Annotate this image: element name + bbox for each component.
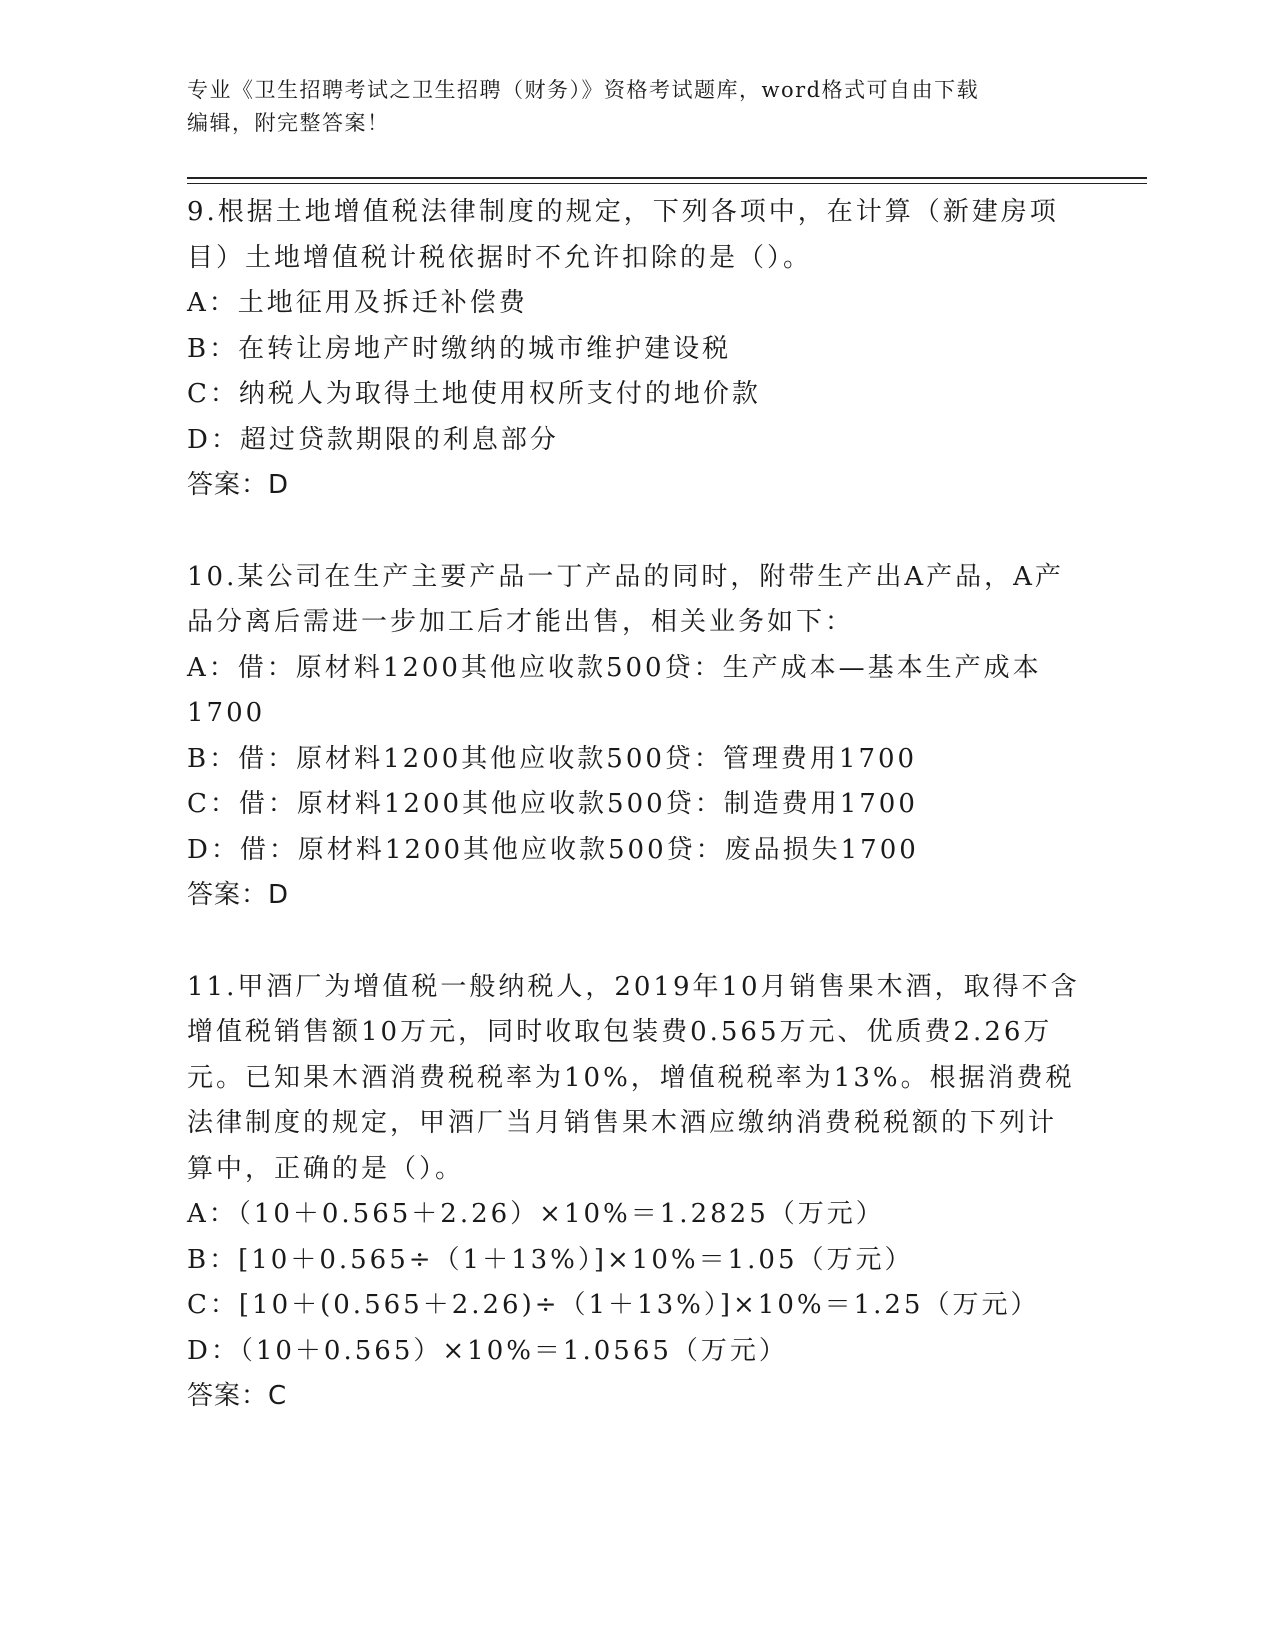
option-b: B：在转让房地产时缴纳的城市维护建设税 (187, 333, 732, 364)
option-d: D：超过贷款期限的利息部分 (187, 424, 559, 455)
stem-line: 元。已知果木酒消费税税率为10%，增值税税率为13%。根据消费税 (187, 1062, 1075, 1093)
option-b: B：[10＋0.565÷（1＋13%）]×10%＝1.05（万元） (187, 1244, 914, 1275)
question-stem (187, 555, 1087, 646)
stem-line: 品分离后需进一步加工后才能出售，相关业务如下： (187, 607, 855, 637)
answer: 答案：D (187, 880, 290, 910)
question-stem (187, 965, 1087, 1193)
option-a: A：（10＋0.565＋2.26）×10%＝1.2825（万元） (187, 1199, 885, 1229)
header-line-2: 编辑，附完整答案！ (187, 111, 390, 135)
header-divider-thin (187, 183, 1147, 184)
question-9 (187, 190, 1087, 509)
question-list (187, 190, 1087, 1420)
option-d: D：借：原材料1200其他应收款500贷：废品损失1700 (187, 834, 919, 865)
answer: 答案：D (187, 470, 290, 500)
answer: 答案：C (187, 1381, 288, 1411)
option-c: C：纳税人为取得土地使用权所支付的地价款 (187, 379, 761, 409)
stem-line: 目）土地增值税计税依据时不允许扣除的是（）。 (187, 242, 813, 273)
question-11 (187, 965, 1087, 1420)
stem-line: 增值税销售额10万元，同时收取包装费0.565万元、优质费2.26万 (187, 1017, 1053, 1047)
stem-line: 11.甲酒厂为增值税一般纳税人，2019年10月销售果木酒，取得不含 (187, 971, 1080, 1002)
option-b: B：借：原材料1200其他应收款500贷：管理费用1700 (187, 743, 918, 774)
option-d: D：（10＋0.565）×10%＝1.0565（万元） (187, 1335, 788, 1366)
stem-line: 算中，正确的是（）。 (187, 1153, 465, 1184)
stem-line: 法律制度的规定，甲酒厂当月销售果木酒应缴纳消费税税额的下列计 (187, 1108, 1058, 1138)
question-stem (187, 190, 1087, 281)
question-10 (187, 555, 1087, 919)
stem-line: 9.根据土地增值税法律制度的规定，下列各项中，在计算（新建房项 (187, 197, 1059, 227)
stem-line: 10.某公司在生产主要产品一丁产品的同时，附带生产出A产品，A产 (187, 561, 1064, 592)
option-c: C：[10＋(0.565＋2.26)÷（1＋13%）]×10%＝1.25（万元） (187, 1290, 1040, 1320)
header-divider-thick (187, 177, 1147, 179)
header-line-1: 专业《卫生招聘考试之卫生招聘（财务）》资格考试题库，word格式可自由下载 (187, 78, 980, 102)
document-header (187, 74, 1087, 140)
option-c: C：借：原材料1200其他应收款500贷：制造费用1700 (187, 789, 918, 819)
option-a: A：借：原材料1200其他应收款500贷：生产成本—基本生产成本 1700 (187, 652, 1042, 728)
option-a: A：土地征用及拆迁补偿费 (187, 288, 528, 318)
